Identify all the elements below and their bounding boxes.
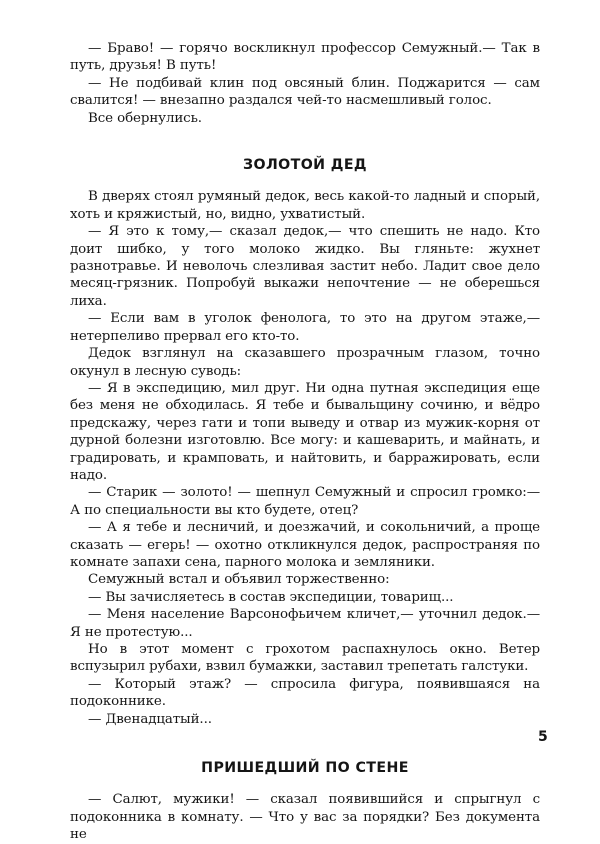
paragraph: Дедок взглянул на сказавшего прозрачным глазом, точно окунул в лесную суводь:	[70, 346, 540, 379]
chapter-heading: ЗОЛОТОЙ ДЕД	[243, 157, 367, 174]
paragraph: — Вы зачисляетесь в состав экспедиции, товарищ...	[88, 589, 454, 605]
paragraph: — Салют, мужики! — сказал появившийся и спрыгнул с подоконника в комнату. — Что у вас за порядки? Без документа не	[70, 792, 540, 843]
paragraph: Семужный встал и объявил торжественно:	[88, 572, 390, 588]
paragraph: — Не подбивай клин под овсяный блин. Поджарится — сам свалится! — внезапно раздался чей-то насмешливый голос.	[70, 75, 540, 109]
paragraph: — Браво! — горячо воскликнул профессор Семужный.— Так в путь, друзья! В путь!	[70, 41, 540, 74]
paragraph: — Я в экспедицию, мил друг. Ни одна путная экспедиция еще без меня не обходилась. Я тебе и бывальщину сочиню, и вёдро предскажу, через гати и топи выведу и отвар из мужик-корня от дурной болезни изготовлю. Все могу: и кашеварить, и майнать, и градировать, и крамповать, и найтовить, и барражировать, если надо.	[70, 380, 540, 483]
chapter-heading: ПРИШЕДШИЙ ПО СТЕНЕ	[201, 760, 409, 777]
paragraph: — Двенадцатый...	[88, 711, 212, 727]
paragraph: — Если вам в уголок фенолога, то это на другом этаже,— нетерпеливо прервал его кто-то.	[70, 311, 540, 344]
paragraph: — Меня население Варсонофьичем кличет,— уточнил дедок.— Я не протестую...	[70, 607, 540, 640]
paragraph: Но в этот момент с грохотом распахнулось окно. Ветер вспузырил рубахи, взвил бумажки, заставил трепетать галстуки.	[70, 642, 540, 675]
book-page	[70, 40, 540, 844]
paragraph: — Я это к тому,— сказал дедок,— что спешить не надо. Кто доит шибко, у того молоко жидко. Вы гляньте: жухнет разнотравье. И неволочь слезливая застит небо. Ладит свое дело месяц-грязник. Попробуй выкажи непочтение — не оберешься лиха.	[70, 224, 540, 309]
paragraph: — Старик — золото! — шепнул Семужный и спросил громко:— А по специальности вы кто будете, отец?	[70, 485, 540, 518]
paragraph: — Который этаж? — спросила фигура, появившаяся на подоконнике.	[70, 676, 540, 710]
page-number: 5	[538, 729, 548, 745]
paragraph: В дверях стоял румяный дедок, весь какой-то ладный и спорый, хоть и кряжистый, но, видно, ухватистый.	[70, 189, 540, 222]
paragraph: — А я тебе и лесничий, и доезжачий, и сокольничий, а проще сказать — егерь! — охотно откликнулся дедок, распространяя по комнате запахи сена, парного молока и земляники.	[70, 520, 540, 570]
paragraph: Все обернулись.	[88, 110, 202, 126]
